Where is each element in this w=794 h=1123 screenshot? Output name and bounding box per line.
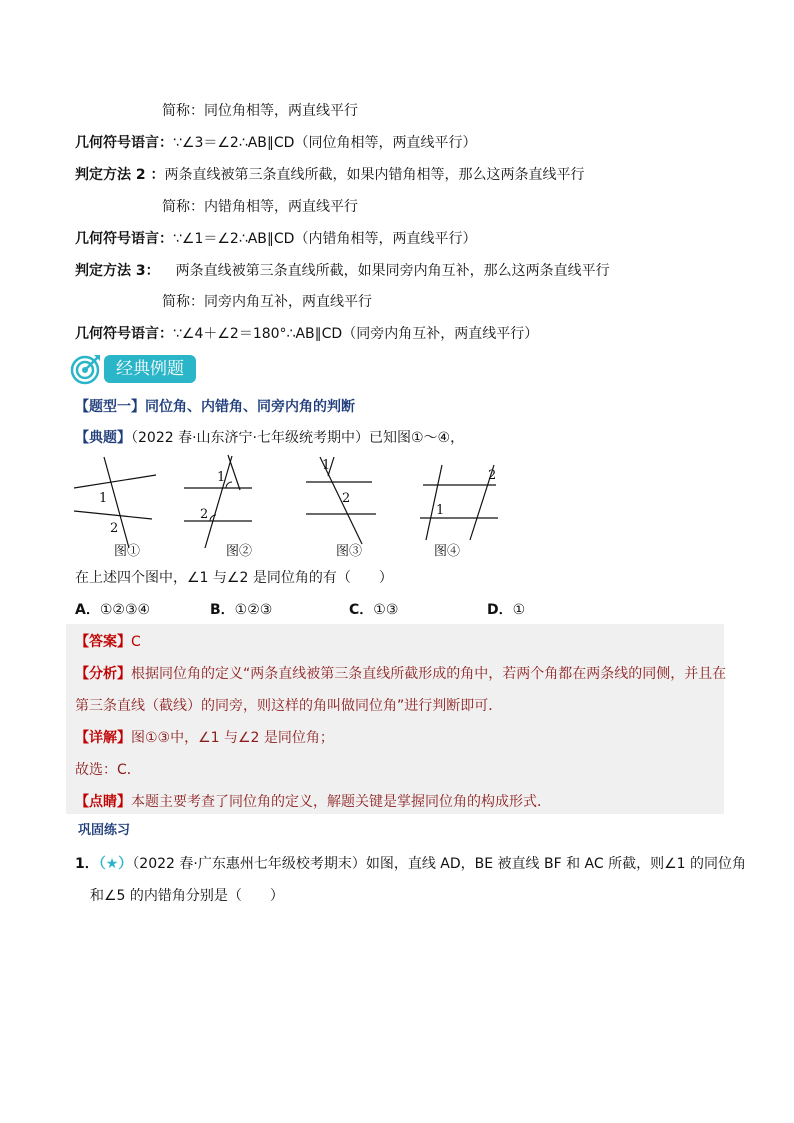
label: 判定方法 2 ： bbox=[75, 167, 165, 183]
label: 判定方法 3： bbox=[75, 263, 160, 279]
option-d-letter: D． bbox=[487, 602, 513, 618]
abbrev-line-2: 简称：内错角相等，两直线平行 bbox=[162, 199, 358, 215]
answer-value: C bbox=[131, 634, 141, 650]
detail-tag: 【详解】 bbox=[75, 730, 131, 746]
analysis-line-1 bbox=[75, 664, 726, 684]
label: 几何符号语言： bbox=[75, 326, 173, 342]
option-a-text: ①②③④ bbox=[99, 602, 151, 618]
analysis-tag: 【分析】 bbox=[75, 666, 131, 682]
section-banner: 经典例题 bbox=[104, 355, 196, 383]
practice-q1-line-1 bbox=[75, 854, 746, 874]
q1-number: 1． bbox=[75, 856, 99, 872]
practice-title: 巩固练习 bbox=[78, 823, 131, 838]
fig3-angle-2: 2 bbox=[342, 491, 351, 506]
option-b-text: ①②③ bbox=[234, 602, 273, 618]
symbol-language-line-2 bbox=[75, 229, 476, 249]
figure-caption-1: 图① bbox=[114, 544, 141, 559]
choice-line: 故选：C． bbox=[75, 762, 141, 778]
abbrev-line-1: 简称：同位角相等，两直线平行 bbox=[162, 103, 358, 119]
q1-star: （★） bbox=[98, 856, 133, 872]
option-c bbox=[349, 600, 398, 620]
comment-tag: 【点睛】 bbox=[75, 794, 131, 810]
method-3-line bbox=[75, 261, 610, 281]
label: 几何符号语言： bbox=[75, 135, 173, 151]
symbol-language-line-3 bbox=[75, 324, 538, 344]
figure-caption-2: 图② bbox=[226, 544, 253, 559]
comment-text: 本题主要考查了同位角的定义，解题关键是掌握同位角的构成形式． bbox=[131, 794, 551, 810]
text: ∵∠1＝∠2∴AB∥CD（内错角相等，两直线平行） bbox=[173, 231, 477, 247]
fig2-angle-1: 1 bbox=[217, 470, 226, 485]
option-b-letter: B． bbox=[210, 602, 235, 618]
example-heading bbox=[75, 428, 464, 448]
method-2-line bbox=[75, 165, 585, 185]
option-b bbox=[210, 600, 272, 620]
question-text: 在上述四个图中，∠1 与∠2 是同位角的有（ ） bbox=[75, 570, 393, 586]
answer-line bbox=[75, 632, 141, 652]
figure-1 bbox=[74, 457, 156, 548]
figures bbox=[66, 452, 536, 552]
type-title: 【题型一】同位角、内错角、同旁内角的判断 bbox=[75, 399, 355, 415]
comment-line bbox=[75, 792, 551, 812]
detail-text: 图①③中，∠1 与∠2 是同位角； bbox=[131, 730, 334, 746]
label: 几何符号语言： bbox=[75, 231, 173, 247]
detail-line bbox=[75, 728, 334, 748]
figure-3 bbox=[306, 457, 376, 544]
fig4-angle-2: 2 bbox=[488, 468, 497, 483]
example-tag: 【典题】 bbox=[75, 430, 131, 446]
option-c-letter: C． bbox=[349, 602, 374, 618]
option-c-text: ①③ bbox=[373, 602, 399, 618]
solution-block bbox=[66, 624, 727, 814]
option-a bbox=[75, 600, 150, 620]
fig2-angle-2: 2 bbox=[200, 507, 209, 522]
practice-q1-line-2: 和∠5 的内错角分别是（ ） bbox=[90, 888, 284, 904]
abbrev-line-3: 简称：同旁内角互补，两直线平行 bbox=[162, 294, 372, 310]
text: 两条直线被第三条直线所截，如果同旁内角互补，那么这两条直线平行 bbox=[175, 263, 610, 279]
fig1-angle-2: 2 bbox=[110, 521, 119, 536]
target-icon bbox=[70, 353, 102, 385]
figure-2 bbox=[184, 455, 252, 548]
analysis-text-1: 根据同位角的定义“两条直线被第三条直线所截形成的角中，若两个角都在两条线的同侧，并且在 bbox=[131, 666, 727, 682]
example-source: （2022 春·山东济宁·七年级统考期中）已知图①～④， bbox=[131, 430, 465, 446]
symbol-language-line-1 bbox=[75, 133, 476, 153]
text: ∵∠3＝∠2∴AB∥CD（同位角相等，两直线平行） bbox=[173, 135, 477, 151]
fig1-angle-1: 1 bbox=[99, 491, 108, 506]
fig4-angle-1: 1 bbox=[436, 503, 445, 518]
text: ∵∠4＋∠2＝180°∴AB∥CD（同旁内角互补，两直线平行） bbox=[173, 326, 539, 342]
option-d bbox=[487, 600, 525, 620]
text: 两条直线被第三条直线所截，如果内错角相等，那么这两条直线平行 bbox=[164, 167, 585, 183]
fig3-angle-1: 1 bbox=[322, 458, 331, 473]
figure-caption-4: 图④ bbox=[434, 544, 461, 559]
figure-caption-3: 图③ bbox=[336, 544, 363, 559]
figure-4 bbox=[420, 465, 498, 540]
option-d-text: ① bbox=[512, 602, 526, 618]
analysis-line-2: 第三条直线（截线）的同旁，则这样的角叫做同位角”进行判断即可． bbox=[75, 698, 503, 714]
option-a-letter: A． bbox=[75, 602, 100, 618]
q1-text-1: （2022 春·广东惠州七年级校考期末）如图，直线 AD，BE 被直线 BF 和 AC 所截，则∠1 的同位角 bbox=[132, 856, 747, 872]
answer-tag: 【答案】 bbox=[75, 634, 131, 650]
